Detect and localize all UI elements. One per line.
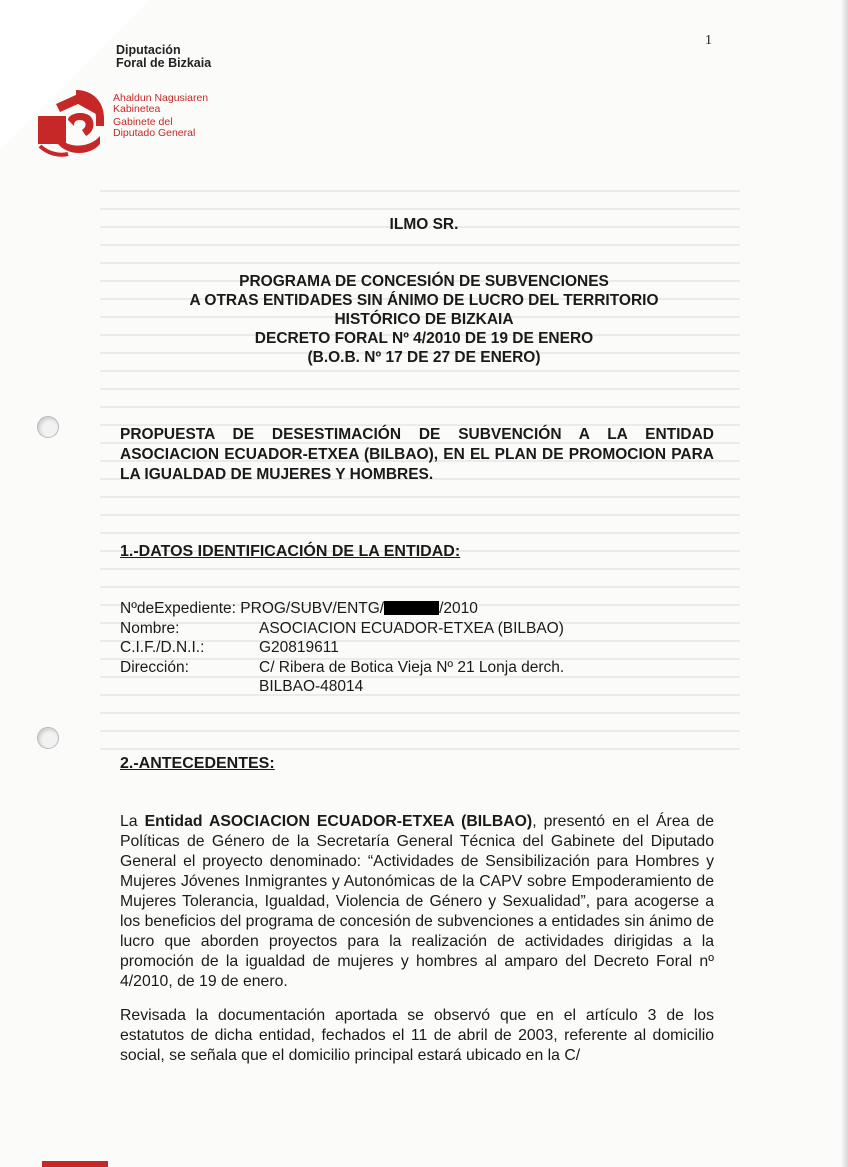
program-title-line3: HISTÓRICO DE BIZKAIA [334,311,514,328]
logo-org-name [116,44,211,70]
nombre-value: ASOCIACION ECUADOR-ETXEA (BILBAO) [259,619,564,637]
addressee: ILMO SR. [389,216,459,233]
proposal-title: PROPUESTA DE DESESTIMACIÓN DE SUBVENCIÓN A LA ENTIDAD ASOCIACION ECUADOR-ETXEA (BILBAO), EN EL PLAN DE PROMOCION PARA LA IGUALDAD DE MUJERES Y HOMBRES. [120,426,714,483]
program-title-line2: A OTRAS ENTIDADES SIN ÁNIMO DE LUCRO DEL TERRITORIO [189,292,659,309]
logo-org-name-line1: Diputación [116,43,181,57]
bizkaia-emblem-icon [38,44,108,159]
institution-logo [38,44,228,159]
cabinet-eu-line1: Ahaldun Nagusiaren [113,92,209,104]
cif-value: G20819611 [259,639,339,656]
page-number: 1 [705,33,712,48]
program-title-line1: PROGRAMA DE CONCESIÓN DE SUBVENCIONES [239,273,609,290]
p1-intro: La [120,813,145,830]
logo-org-name-line2: Foral de Bizkaia [116,56,212,70]
direccion-line2: BILBAO-48014 [259,678,364,695]
program-title-line4: DECRETO FORAL Nº 4/2010 DE 19 DE ENERO [254,330,594,347]
cabinet-eu-line2: Kabinetea [113,103,161,115]
bottom-red-mark [42,1161,108,1167]
expediente-label: NºdeExpediente: [120,600,236,617]
p1-body: , presentó en el Área de Políticas de Género de la Secretaría General Técnica del Gabinete del Diputado General el proyecto denominado: “Actividades de Sensibilización para Hombres y Mujeres Jóvenes Inmigrantes y Autonómicas de la CAPV sobre Empoderamiento de Mujeres Tolerancia, Igualdad, Violencia de Género y Sexualidad”, para acogerse a los beneficios del programa de concesión de subvenciones a entidades sin ánimo de lucro que aborden proyectos para la realización de actividades dirigidas a la promoción de la igualdad de mujeres y hombres al amparo del Decreto Foral nº 4/2010, de 19 de enero. [120,813,714,990]
section1-title: 1.-DATOS IDENTIFICACIÓN DE LA ENTIDAD: [120,543,461,560]
scan-edge [840,0,848,1167]
punch-hole-top [37,416,59,438]
direccion-label: Dirección: [120,658,189,676]
cif-label: C.I.F./D.N.I.: [120,639,205,656]
antecedentes-paragraph-2: Revisada la documentación aportada se observó que en el artículo 3 de los estatutos de dicha entidad, fechados el 11 de abril de 2003, referente al domicilio social, se señala que el domicilio principal estará ubicado en la C/ [120,1007,714,1064]
cabinet-es-line1: Gabinete del [113,116,173,128]
p1-entity-name: Entidad ASOCIACION ECUADOR-ETXEA (BILBAO) [144,813,533,830]
expediente-prefix: PROG/SUBV/ENTG/ [240,600,385,617]
antecedentes-paragraph-1 [120,812,714,992]
cabinet-es-line2: Diputado General [113,127,196,139]
expediente-value [120,599,478,619]
redaction-bar [384,601,439,615]
logo-cabinet-text [113,93,208,139]
punch-hole-bottom [37,727,59,749]
section2-title: 2.-ANTECEDENTES: [120,755,275,772]
expediente-suffix: /2010 [439,600,478,617]
direccion-line1: C/ Ribera de Botica Vieja Nº 21 Lonja derch. [259,658,565,676]
nombre-label: Nombre: [120,619,180,637]
program-title-line5: (B.O.B. Nº 17 DE 27 DE ENERO) [307,349,541,366]
